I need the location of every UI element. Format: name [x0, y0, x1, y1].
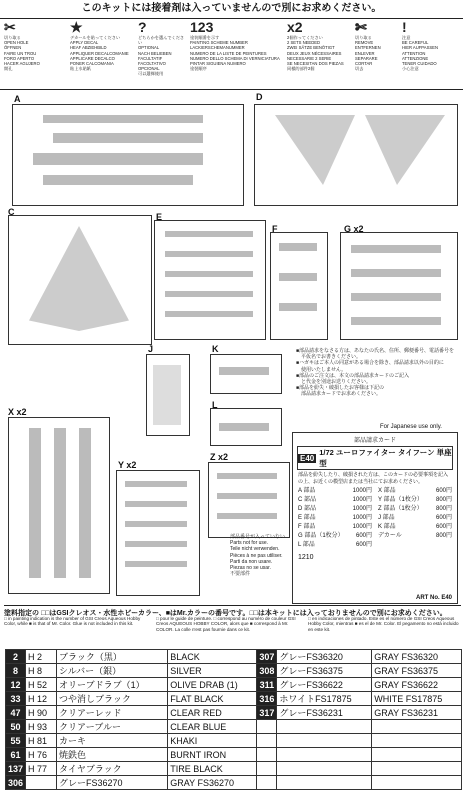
- order-card-title: 1/72 ユーロファイター タイフーン 単座型: [319, 448, 452, 468]
- color-row: [6, 776, 462, 790]
- color-name-jp: つや消しブラック: [57, 692, 168, 706]
- sprue-y-part: [125, 521, 187, 527]
- x2-icon: x2: [287, 19, 303, 35]
- sprue-y-label: Y x2: [118, 460, 137, 470]
- paint-legend-line: 塗料指定の □□はGSIクレオス・水性ホビーカラー、■はMr.カラーの番号です。□□は本キットには入っておりませんので別にお求めください。: [4, 605, 461, 618]
- sprue-j-label: J: [148, 344, 154, 354]
- mr-color-number: 317: [257, 706, 277, 720]
- price-value: 1000円: [352, 515, 372, 521]
- sprue-j-frame: [146, 354, 190, 436]
- symbol-legend: [0, 19, 463, 90]
- color-name-en: GRAY FS36270: [168, 776, 257, 790]
- price-part-name: C 部品: [298, 497, 317, 503]
- empty-cell: [277, 734, 372, 748]
- order-card-intro: 部品を紛失したり、破損された方は、このカードの必要事項を記入の上、お近くの模型店または当社にてお求めください。: [298, 472, 449, 485]
- open-hole-icon: ✂: [4, 19, 16, 35]
- mr-color-number: 8: [6, 664, 26, 678]
- color-name-jp: オリーブドラブ（1）: [57, 678, 168, 692]
- price-row: [298, 532, 452, 541]
- aqueous-color-number: H 77: [26, 762, 57, 776]
- price-row: [298, 523, 452, 532]
- color-name-jp: クリアーレッド: [57, 706, 168, 720]
- price-value: 800円: [435, 497, 452, 503]
- color-name-en: KHAKI: [168, 734, 257, 748]
- sprue-d-wing-part: [365, 115, 445, 185]
- color-row: [6, 664, 462, 678]
- price-value: 1000円: [352, 506, 372, 512]
- sprue-x-part: [79, 428, 91, 578]
- sprue-y-part: [125, 541, 187, 547]
- color-name-en: FLAT BLACK: [168, 692, 257, 706]
- sprue-c-fuselage-part: [29, 226, 129, 331]
- price-part-name: [378, 541, 425, 550]
- aqueous-color-number: H 8: [26, 664, 57, 678]
- sprue-y-part: [125, 501, 187, 507]
- color-row: [6, 706, 462, 720]
- aqueous-color-number: H 12: [26, 692, 57, 706]
- price-part-name: D 部品: [298, 506, 317, 512]
- mr-color-number: 12: [6, 678, 26, 692]
- aqueous-color-number: H 52: [26, 678, 57, 692]
- sprue-f-frame: [270, 232, 328, 340]
- sprue-g-frame: [340, 232, 458, 340]
- color-name-en: GRAY FS36622: [372, 678, 462, 692]
- mr-color-number: 50: [6, 720, 26, 734]
- mr-color-number: 55: [6, 734, 26, 748]
- color-name-en: BLACK: [168, 650, 257, 664]
- sprue-g-part: [351, 317, 441, 325]
- color-table: [5, 649, 462, 790]
- empty-cell: [257, 734, 277, 748]
- price-row: [298, 487, 452, 496]
- parts-order-card: [292, 432, 458, 604]
- aqueous-color-number: [26, 776, 57, 790]
- sprue-f-part: [279, 303, 317, 311]
- number-sequence-icon: 123: [190, 19, 214, 35]
- sprue-k-part: [219, 367, 269, 375]
- empty-cell: [277, 748, 372, 762]
- mr-color-number: 308: [257, 664, 277, 678]
- sprue-c-label: C: [8, 207, 15, 217]
- sprue-c-frame: [8, 215, 152, 345]
- sprue-k-label: K: [212, 344, 219, 354]
- price-value: 1000円: [352, 497, 372, 503]
- price-part-name: K 部品: [378, 524, 396, 530]
- mr-color-number: 2: [6, 650, 26, 664]
- paint-note-en: □ in painting indication is the number of GSI Creos Aqueous Hobby Color, while ■ is that of Mr. Color. Glue is not included in this kit.: [4, 616, 141, 627]
- price-value: 600円: [435, 515, 452, 521]
- price-value: [425, 541, 452, 550]
- price-row: [298, 496, 452, 505]
- optional-symbol: ? どちらかを選んでください OPTIONAL NACH BELIEBEN FACULTATIF FACOLTATIVO OPCIONAL 可以選擇使用: [138, 19, 185, 77]
- color-name-jp: グレーFS36320: [277, 650, 372, 664]
- sprue-a-part: [43, 115, 203, 123]
- sprue-e-part: [165, 231, 253, 237]
- sprue-e-part: [165, 311, 253, 317]
- empty-cell: [257, 762, 277, 776]
- sprue-z-part: [217, 493, 277, 499]
- color-name-jp: タイヤブラック: [57, 762, 168, 776]
- aqueous-color-number: H 76: [26, 748, 57, 762]
- mr-color-number: 61: [6, 748, 26, 762]
- color-name-en: WHITE FS17875: [372, 692, 462, 706]
- color-name-jp: クリアーブルー: [57, 720, 168, 734]
- price-value: 800円: [435, 506, 452, 512]
- color-row: [6, 692, 462, 706]
- sprue-f-part: [279, 273, 317, 281]
- empty-cell: [277, 720, 372, 734]
- color-name-jp: シルバー（銀）: [57, 664, 168, 678]
- order-card-title-row: [297, 446, 453, 470]
- empty-cell: [257, 776, 277, 790]
- color-name-en: GRAY FS36231: [372, 706, 462, 720]
- sprue-a-part: [53, 133, 203, 143]
- price-part-name: X 部品: [378, 488, 396, 494]
- color-name-jp: グレーFS36375: [277, 664, 372, 678]
- sprue-f-label: F: [272, 224, 278, 234]
- price-value: 600円: [435, 524, 452, 530]
- color-name-en: CLEAR RED: [168, 706, 257, 720]
- price-value: 1000円: [352, 488, 372, 494]
- star-icon: ★: [70, 19, 83, 35]
- mr-color-number: 311: [257, 678, 277, 692]
- price-part-name: F 部品: [298, 524, 316, 530]
- page-title: このキットには接着剤は入っていませんので別にお求めください。: [0, 0, 463, 19]
- sprue-g-part: [351, 293, 441, 301]
- empty-cell: [257, 720, 277, 734]
- order-card-price-list: [298, 487, 452, 550]
- color-name-jp: グレーFS36270: [57, 776, 168, 790]
- sprue-z-frame: [208, 462, 290, 538]
- paint-note-es: □ en indicaciones de pintado. Este es el número de GSI Creos Aqueous Hobby Color, mientras ■ es el de Mr. Color. El pegamento no está incluido en este kit.: [308, 616, 459, 632]
- price-value: 800円: [435, 533, 452, 539]
- price-part-name: L 部品: [298, 542, 315, 548]
- aqueous-color-number: H 81: [26, 734, 57, 748]
- sprue-g-label: G x2: [344, 224, 364, 234]
- optional-icon: ?: [138, 19, 147, 35]
- color-name-jp: グレーFS36231: [277, 706, 372, 720]
- aqueous-color-number: H 2: [26, 650, 57, 664]
- color-row: [6, 720, 462, 734]
- mr-color-number: 33: [6, 692, 26, 706]
- color-name-en: CLEAR BLUE: [168, 720, 257, 734]
- sprue-a-frame: [12, 104, 244, 206]
- sprue-y-frame: [116, 470, 200, 596]
- sprue-e-part: [165, 271, 253, 277]
- mr-color-number: 306: [6, 776, 26, 790]
- empty-cell: [372, 720, 462, 734]
- price-part-name: G 部品（1枚分）: [298, 533, 344, 539]
- sprue-e-label: E: [156, 212, 163, 222]
- sprue-g-part: [351, 245, 441, 253]
- color-name-en: OLIVE DRAB (1): [168, 678, 257, 692]
- mr-color-number: 316: [257, 692, 277, 706]
- color-row: [6, 748, 462, 762]
- sprue-z-part: [217, 473, 277, 479]
- sprue-a-label: A: [14, 94, 21, 104]
- sprue-j-canopy-part: [153, 365, 181, 425]
- order-card-art-number: ART No. E40: [415, 595, 452, 601]
- order-card-badge: E40: [300, 453, 315, 463]
- empty-cell: [372, 748, 462, 762]
- aqueous-color-number: H 93: [26, 720, 57, 734]
- color-name-en: TIRE BLACK: [168, 762, 257, 776]
- sprue-e-frame: [154, 220, 266, 340]
- color-name-en: BURNT IRON: [168, 748, 257, 762]
- price-row: [298, 505, 452, 514]
- color-row: [6, 734, 462, 748]
- sprue-l-frame: [210, 408, 282, 446]
- sprue-l-label: L: [212, 400, 218, 410]
- japan-only-note: For Japanese use only.: [380, 424, 442, 430]
- color-row: [6, 762, 462, 776]
- mr-color-number: 47: [6, 706, 26, 720]
- sprue-l-part: [219, 423, 269, 431]
- sprue-d-wing-part: [275, 115, 355, 185]
- sprue-e-part: [165, 251, 253, 257]
- sprue-x-label: X x2: [8, 407, 27, 417]
- empty-cell: [257, 748, 277, 762]
- order-card-header: 部品請求カード: [353, 438, 396, 444]
- empty-cell: [277, 762, 372, 776]
- color-name-jp: ホワイトFS17875: [277, 692, 372, 706]
- sprue-d-label: D: [256, 92, 263, 102]
- color-name-jp: カーキ: [57, 734, 168, 748]
- color-row: [6, 678, 462, 692]
- sprue-a-part: [43, 175, 193, 185]
- price-row: [298, 514, 452, 523]
- remove-symbol: ✄ 切り取る REMOVE ENTFERNEN ENLEVER SEPARARE CORTAR 切去: [355, 19, 399, 89]
- sprue-k-frame: [210, 354, 282, 394]
- sprue-x-frame: [8, 417, 110, 594]
- open-hole-symbol: ✂ 切り取る OPEN HOLE ÖFFNEN FAIRE UN TROU FORO APERTO HACER AGUJERO 開孔: [4, 19, 62, 89]
- color-name-jp: グレーFS36622: [277, 678, 372, 692]
- caution-icon: !: [402, 19, 407, 35]
- color-name-jp: ブラック（黒）: [57, 650, 168, 664]
- price-part-name: J 部品: [378, 515, 395, 521]
- color-name-en: GRAY FS36320: [372, 650, 462, 664]
- price-value: 600円: [355, 533, 372, 539]
- sprue-x-part: [29, 428, 41, 578]
- two-sets-symbol: x2 2個作ってください 2 SETS NEEDED ZWEI SÄTZE BENÖTIGT DEUX JEUX NÉCESSAIRES NECESSARIE 2 SERIE SE NECESITAN DOS PIEZAS 同樣的部件2個: [287, 19, 351, 89]
- color-name-en: GRAY FS36375: [372, 664, 462, 678]
- price-part-name: Y 部品（1枚分）: [378, 497, 423, 503]
- empty-cell: [372, 762, 462, 776]
- color-name-jp: 焼鉄色: [57, 748, 168, 762]
- sprue-f-part: [279, 243, 317, 251]
- sprue-e-part: [165, 291, 253, 297]
- empty-cell: [372, 734, 462, 748]
- sprue-y-part: [125, 481, 187, 487]
- sprue-a-part: [33, 153, 203, 165]
- price-value: 1000円: [352, 524, 372, 530]
- sprue-g-part: [351, 269, 441, 277]
- paint-note-fr: □ pour le guide de peinture. □ correspond au numéro de couleur GSI Creos AQUEOUS HOBBY COLOR, alors que ■ correspond à Mr. COLOR. La colle n'est pas fournie dans ce kit.: [156, 616, 296, 632]
- empty-cell: [277, 776, 372, 790]
- aqueous-color-number: H 90: [26, 706, 57, 720]
- sprue-y-part: [125, 561, 187, 567]
- order-card-code: 1210: [298, 554, 314, 561]
- empty-cell: [372, 776, 462, 790]
- color-row: [6, 650, 462, 664]
- apply-decal-symbol: ★ デカールを貼ってください APPLY DECAL HEAF ABZIEHBILD APPLIQUER DECALCOMANIE APPLICARE DECALCO PONER CALCOMANIA 貼上水貼紙: [70, 19, 132, 89]
- mr-color-number: 307: [257, 650, 277, 664]
- cut-icon: ✄: [355, 19, 367, 35]
- price-value: 600円: [355, 542, 372, 548]
- caution-symbol: ! 注意 BE CAREFUL HIER AUFPASSEN ATTENTION ATTENZIONE TENER CUIDADO 小心注意: [402, 19, 460, 89]
- sprue-x-part: [54, 428, 66, 578]
- price-part-name: E 部品: [298, 515, 316, 521]
- color-name-en: SILVER: [168, 664, 257, 678]
- parts-request-notice: ■部品請求をなさる方は、あなたの氏名、住所、郵便番号、電話番号を 平仮名でお書きください。 ■ハガキはご本人の同意がある場合を除き、部品請求以外の目的に 使用いたしません。 ■部品のご注文は、本文の部品請求カードのご記入 と代金を別途お送りください。 ■部品を紛失・破損したお客様は下記の 部品請求カードでお求めください。: [296, 348, 455, 398]
- sprue-z-part: [217, 513, 277, 519]
- unused-parts-note: 部品番号が入っていない Parts not for use. Teile nicht verwenden. Pièces à ne pas utiliser. Parti da non usare. Piezas no se usar. 不要部件: [230, 534, 286, 578]
- price-part-name: A 部品: [298, 488, 316, 494]
- price-row: [298, 541, 452, 550]
- sprue-z-label: Z x2: [210, 452, 229, 462]
- sprue-d-frame: [254, 104, 458, 206]
- price-part-name: デカール: [378, 533, 402, 539]
- price-part-name: Z 部品（1枚分）: [378, 506, 423, 512]
- painting-scheme-symbol: 123 塗装順番を示す PAINTING SCHEME NUMBER LACKIERSCHEMANUMMER NUMERO DE LA LISTE DE PEINTURES NUMERO DELLO SCHEMA DI VERNICIATURA PINTAR SIGUIENA NUMERO 塗裝順序: [190, 19, 282, 89]
- price-value: 600円: [435, 488, 452, 494]
- mr-color-number: 137: [6, 762, 26, 776]
